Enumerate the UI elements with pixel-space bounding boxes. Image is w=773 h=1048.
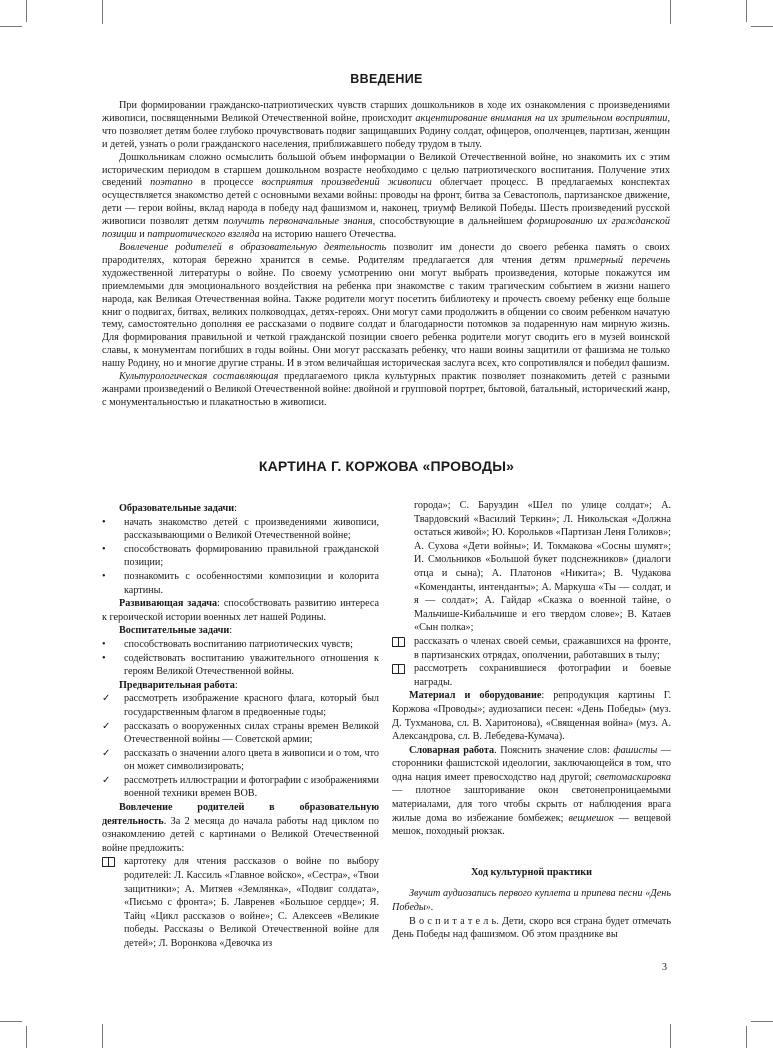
checkmark-icon: ✓ [102,693,111,705]
list-item: • начать знакомство детей с произведениями живописи, рассказывающими о Великой Отечественной войне; [102,516,379,542]
bullet-dot-icon: • [102,638,106,650]
intro-paragraph-4: Культурологическая составляющая предлагаемого цикла культурных практик позволяет познакомить детей с разными жанрами произведений о Великой Отечественной войне: двойной и групповой портрет, бытовой, батальный, исторический жанр, с монументальностью и плакатностью в живописи. [102,371,670,408]
right-column [392,499,671,942]
list-item: рассмотреть сохранившиеся фотографии и боевые награды. [392,662,671,689]
bullet-dot-icon: • [102,570,106,582]
open-book-icon [392,635,408,652]
parents-paragraph: Вовлечение родителей в образовательную деятельность. За 2 месяца до начала работы над циклом по ознакомлению детей с картинами о Великой Отечественной войне предложить: [102,802,379,854]
list-item: ✓ рассказать о значении алого цвета в живописи и о том, что он может символизировать; [102,747,379,773]
vocabulary-paragraph: Словарная работа. Пояснить значение слов: фашисты — сторонники фашистской идеологии, заключающейся в том, что одна нация имеет превосходство над другой; светомаскировка — плотное зашторивание окон светонепроницаемыми материалами, для того чтобы скрыть от наблюдения врага жилые дома во избежание бомбежек; вещмешок — вещевой мешок, походный рюкзак. [392,744,671,838]
dev-task-paragraph: Развивающая задача: способствовать развитию интереса к героической истории военных лет нашей Родины. [102,598,380,623]
prep-work-heading: Предварительная работа: [119,679,238,691]
list-item: ✓ рассмотреть иллюстрации и фотографии с изображениями военной техники времен ВОВ. [102,774,379,800]
page-number: 3 [662,962,667,973]
list-item: • способствовать формированию правильной гражданской позиции; [102,543,379,569]
intro-body [102,100,670,410]
section-title: КАРТИНА Г. КОРЖОВА «ПРОВОДЫ» [258,458,515,474]
material-paragraph: Материал и оборудование: репродукция картины Г. Коржова «Проводы»; аудиозаписи песен: «День Победы» (муз. Д. Тухманова, сл. В. Харитонова), «Священная война» (муз. А. Александрова, сл. В. Лебедева-Кумача). [392,690,671,743]
checkmark-icon: ✓ [102,747,111,759]
left-column [102,502,379,951]
list-item: ✓ рассказать о вооруженных силах страны времен Великой Отечественной войны — Советской армии; [102,720,379,746]
bullet-dot-icon: • [102,516,106,528]
audio-note: Звучит аудиозапись первого куплета и припева песни «День Победы». [392,888,671,914]
list-item: картотеку для чтения рассказов о войне по выбору родителей: Л. Кассиль «Главное войско», «Сестра», «Твои защитники»; А. Митяев «Землянка», «Подвиг солдата», «Письмо с фронта»; Б. Лавренев «Большое сердце»; Я. Тайц «Цикл рассказов о войне»; С. Алексеев «Великие победы. Рассказы о Великой Отечественной войне для детей»; Л. Воронкова «Девочка из [102,855,379,950]
intro-paragraph-1: При формировании гражданско-патриотических чувств старших дошкольников в ходе их ознакомления с произведениями живописи, посвященными Великой Отечественной войне, происходит акцентирование внимания на их зрительном восприятии, что позволяет детям более глубоко прочувствовать подвиг защищавших Родину солдат, офицеров, ополченцев, партизан, женщин и детей, узнать о роли гражданского населения, приближавшего победу трудом в тылу. [102,100,670,150]
intro-title: ВВЕДЕНИЕ [350,72,423,86]
practice-heading: Ход культурной практики [471,866,592,878]
checkmark-icon: ✓ [102,720,111,732]
intro-paragraph-2: Дошкольникам сложно осмыслить большой объем информации о Великой Отечественной войне, но знакомить их с этим историческим периодом в старшем дошкольном возрасте необходимо с целью патриотического воспитания. Получение этих сведений поэтапно в процессе восприятия произведений живописи облегчает процесс. В предлагаемых конспектах осуществляется знакомство детей с основными вехами войны: проводы на фронт, битва за Севастополь, партизанское движение, дети — герои войны, вклад народа в победу над фашизмом и, наконец, триумф Великой Победы. Шесть произведений русской живописи позволят детям получить первоначальные знания, способствующие в дальнейшем формированию их гражданской позиции и патриотического взгляда на историю нашего Отечества. [102,151,671,241]
list-item: ✓ рассмотреть изображение красного флага, который был государственным флагом в предвоенные годы; [102,693,379,718]
teacher-paragraph: В о с п и т а т е л ь. Дети, скоро вся страна будет отмечать День Победы над фашизмом. Об этом празднике вы [392,915,672,941]
teacher-label: В о с п и т а т е л ь. [409,915,499,927]
bullet-dot-icon: • [102,543,106,555]
open-book-icon [102,855,118,872]
vos-tasks-heading: Воспитательные задачи: [119,625,233,637]
checkmark-icon: ✓ [102,774,111,786]
list-item: • познакомить с особенностями композиции и колорита картины. [102,570,379,596]
open-book-icon [392,662,408,679]
list-item: • способствовать воспитанию патриотических чувств; [102,638,353,650]
list-item-continued: города»; С. Баруздин «Шел по улице солдат»; А. Твардовский «Василий Теркин»; Л. Никольская «Должна остаться живой»; Ю. Корольков «Партизан Леня Голиков»; А. Сухова «Дети войны»; И. Токмакова «Сосны шумят»; И. Смольников «Большой букет подснежников» (диалоги отца и сына); А. Платонов «Никита»; В. Чудакова «Коменданты, интенданты»; А. Маркуша «Ты — солдат, и я — солдат»; А. Гайдар «Сказка о военной тайне, о Мальчише-Кибальчише и его твердом слове»; В. Катаев «Сын полка»; [414,500,671,634]
bullet-dot-icon: • [102,652,106,664]
intro-paragraph-3: Вовлечение родителей в образовательную деятельность позволит им донести до своего ребенка память о своих прародителях, которая бережно хранится в семье. Родителям предлагается для чтения детям примерный перечень художественной литературы о войне. По своему усмотрению они могут выбрать произведения, которые покажутся им приемлемыми для эмоционального воздействия на ребенка при знакомстве с таким трагическим событием в жизни нашего народа, как Великая Отечественная война. Также родители могут посетить библиотеку и прочесть своему ребенку еще больше книг о подвигах, битвах, великих полководцах, детях-героях. Они могут сами продолжить в общении со своим ребенком начатую тему, самостоятельно дополняя ее рассказами о подвиге солдат и благодарности потомков за подаренную нам мирную жизнь. Для формирования правильной и четкой гражданской позиции своего ребенка родители могут сводить его в музей воинской славы, к монументам погибших в годы войны. Они могут рассказать ребенку, что наши воины защитили от фашизма не только нашу Родину, но и многие другие страны. И в этом величайшая историческая заслуга всех, кто сопротивлялся и победил фашизм. [102,241,670,370]
list-item: рассказать о членах своей семьи, сражавшихся на фронте, в партизанских отрядах, ополчении, работавших в тылу; [392,635,671,662]
edu-tasks-heading: Образовательные задачи: [119,503,237,514]
list-item: • содействовать воспитанию уважительного отношения к героям Великой Отечественной войны. [102,652,379,678]
